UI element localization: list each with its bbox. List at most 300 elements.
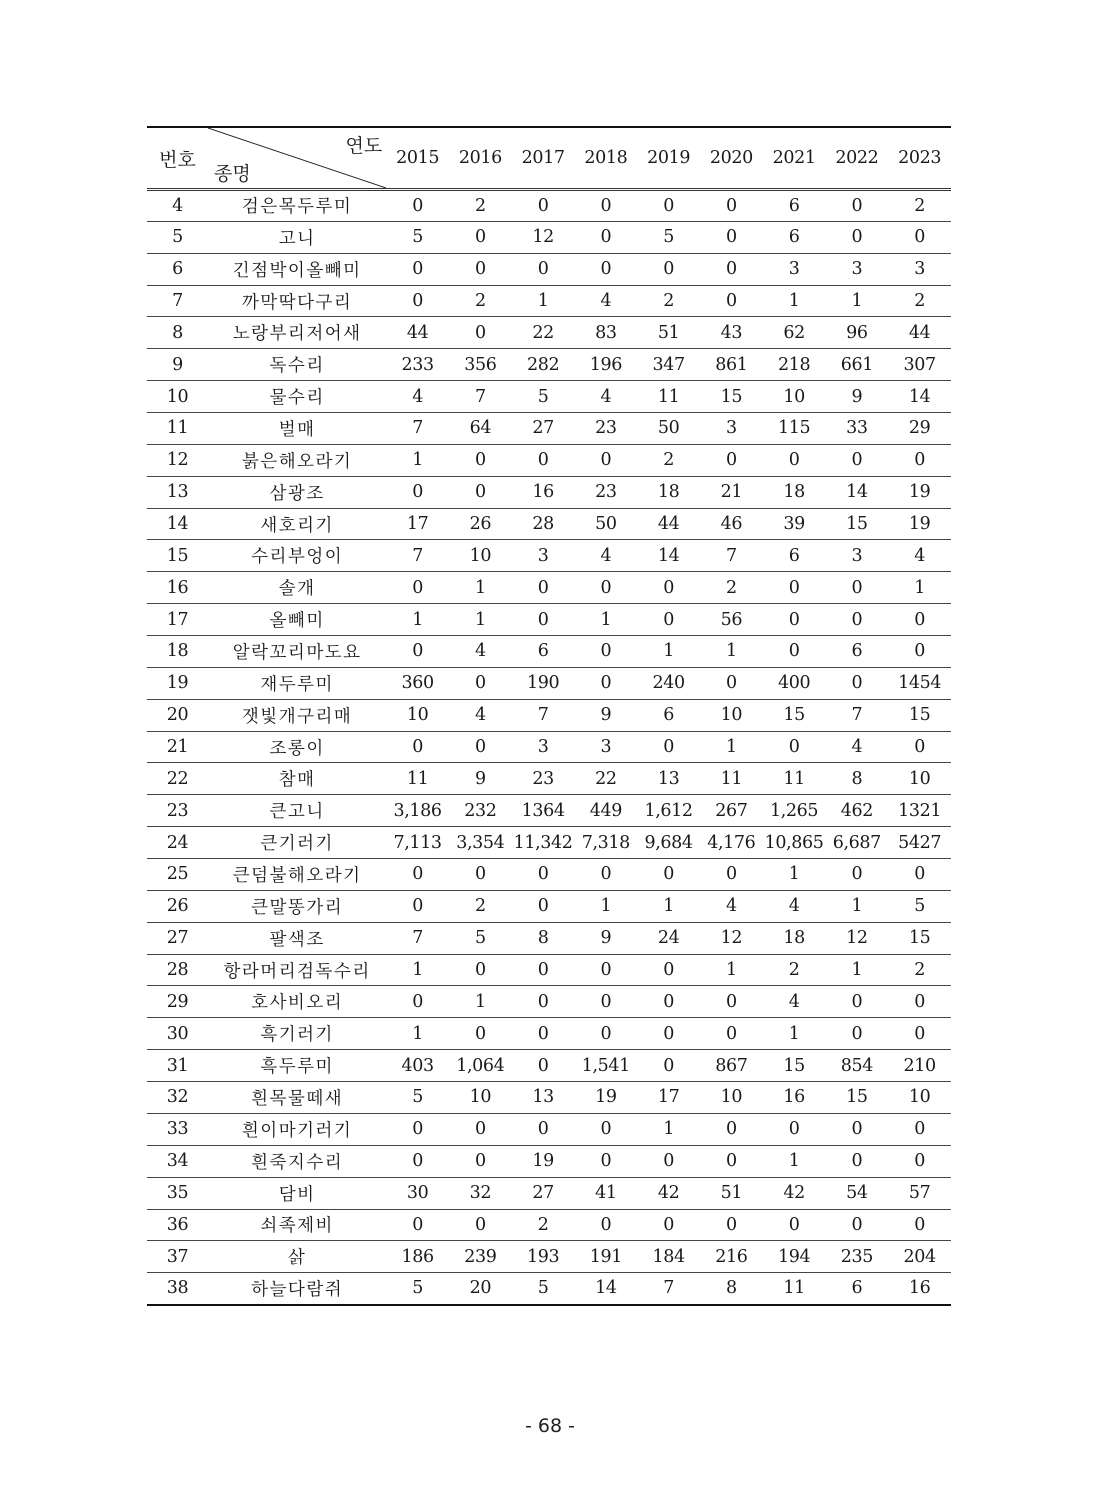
count-cell: 0 — [825, 221, 888, 253]
count-cell: 1 — [763, 285, 826, 317]
count-cell: 193 — [512, 1241, 575, 1273]
count-cell: 218 — [763, 349, 826, 381]
count-cell: 7 — [512, 699, 575, 731]
table-row — [147, 827, 951, 859]
count-cell: 0 — [763, 636, 826, 668]
count-cell: 3 — [888, 253, 951, 285]
count-cell: 5 — [386, 1082, 449, 1114]
header-year: 2016 — [449, 127, 512, 190]
count-cell: 191 — [574, 1241, 637, 1273]
count-cell: 10 — [700, 699, 763, 731]
count-cell: 19 — [512, 1145, 575, 1177]
count-cell: 0 — [700, 1145, 763, 1177]
table-row — [147, 859, 951, 891]
count-cell: 210 — [888, 1050, 951, 1082]
count-cell: 0 — [512, 253, 575, 285]
count-cell: 0 — [449, 954, 512, 986]
count-cell: 0 — [574, 1145, 637, 1177]
count-cell: 83 — [574, 317, 637, 349]
count-cell: 0 — [574, 1113, 637, 1145]
species-name: 재두루미 — [208, 667, 386, 699]
count-cell: 5 — [888, 890, 951, 922]
row-number: 33 — [147, 1113, 208, 1145]
count-cell: 0 — [763, 1209, 826, 1241]
row-number: 17 — [147, 604, 208, 636]
count-cell: 0 — [449, 731, 512, 763]
count-cell: 62 — [763, 317, 826, 349]
count-cell: 1454 — [888, 667, 951, 699]
count-cell: 18 — [763, 922, 826, 954]
count-cell: 10 — [449, 540, 512, 572]
table-body — [147, 190, 951, 1305]
table-row — [147, 476, 951, 508]
count-cell: 1 — [386, 954, 449, 986]
count-cell: 11 — [700, 763, 763, 795]
count-cell: 4 — [574, 381, 637, 413]
count-cell: 449 — [574, 795, 637, 827]
count-cell: 6 — [637, 699, 700, 731]
count-cell: 360 — [386, 667, 449, 699]
count-cell: 0 — [449, 1113, 512, 1145]
count-cell: 0 — [637, 954, 700, 986]
species-name: 하늘다람쥐 — [208, 1273, 386, 1305]
species-name: 담비 — [208, 1177, 386, 1209]
count-cell: 6 — [825, 636, 888, 668]
header-year: 2017 — [512, 127, 575, 190]
count-cell: 0 — [763, 572, 826, 604]
species-name: 호사비오리 — [208, 986, 386, 1018]
count-cell: 3 — [763, 253, 826, 285]
count-cell: 15 — [763, 699, 826, 731]
count-cell: 0 — [637, 731, 700, 763]
count-cell: 6 — [512, 636, 575, 668]
count-cell: 0 — [574, 636, 637, 668]
count-cell: 10 — [700, 1082, 763, 1114]
count-cell: 17 — [637, 1082, 700, 1114]
table-row — [147, 636, 951, 668]
count-cell: 1 — [449, 572, 512, 604]
count-cell: 0 — [888, 1018, 951, 1050]
row-number: 12 — [147, 444, 208, 476]
count-cell: 0 — [637, 253, 700, 285]
count-cell: 0 — [449, 444, 512, 476]
species-name: 흰목물떼새 — [208, 1082, 386, 1114]
table-row — [147, 604, 951, 636]
count-cell: 10 — [888, 1082, 951, 1114]
page-number: - 68 - — [525, 1415, 575, 1437]
count-cell: 4 — [574, 285, 637, 317]
table-header-row — [147, 127, 951, 190]
count-cell: 13 — [512, 1082, 575, 1114]
count-cell: 1,064 — [449, 1050, 512, 1082]
count-cell: 9 — [574, 922, 637, 954]
count-cell: 15 — [763, 1050, 826, 1082]
row-number: 21 — [147, 731, 208, 763]
header-year: 2021 — [763, 127, 826, 190]
species-name: 조롱이 — [208, 731, 386, 763]
header-year: 2020 — [700, 127, 763, 190]
count-cell: 50 — [574, 508, 637, 540]
count-cell: 0 — [449, 859, 512, 891]
species-name: 팔색조 — [208, 922, 386, 954]
row-number: 32 — [147, 1082, 208, 1114]
row-number: 4 — [147, 190, 208, 222]
count-cell: 0 — [700, 285, 763, 317]
species-name: 큰기러기 — [208, 827, 386, 859]
count-cell: 1 — [888, 572, 951, 604]
table-row — [147, 890, 951, 922]
count-cell: 23 — [574, 476, 637, 508]
header-year: 2022 — [825, 127, 888, 190]
row-number: 23 — [147, 795, 208, 827]
count-cell: 5 — [637, 221, 700, 253]
header-year: 2018 — [574, 127, 637, 190]
count-cell: 2 — [888, 954, 951, 986]
species-name: 잿빛개구리매 — [208, 699, 386, 731]
count-cell: 3 — [825, 253, 888, 285]
count-cell: 12 — [512, 221, 575, 253]
count-cell: 7 — [449, 381, 512, 413]
count-cell: 11 — [386, 763, 449, 795]
count-cell: 0 — [449, 221, 512, 253]
table-row — [147, 954, 951, 986]
count-cell: 0 — [888, 1209, 951, 1241]
species-name: 수리부엉이 — [208, 540, 386, 572]
table-row — [147, 540, 951, 572]
count-cell: 15 — [888, 922, 951, 954]
count-cell: 0 — [512, 190, 575, 222]
count-cell: 0 — [888, 859, 951, 891]
count-cell: 0 — [888, 221, 951, 253]
count-cell: 0 — [449, 1018, 512, 1050]
count-cell: 867 — [700, 1050, 763, 1082]
count-cell: 0 — [386, 636, 449, 668]
count-cell: 2 — [637, 285, 700, 317]
count-cell: 0 — [512, 890, 575, 922]
count-cell: 0 — [449, 317, 512, 349]
count-cell: 356 — [449, 349, 512, 381]
count-cell: 10 — [449, 1082, 512, 1114]
count-cell: 4 — [386, 381, 449, 413]
count-cell: 1 — [763, 859, 826, 891]
table-row — [147, 285, 951, 317]
species-name: 삼광조 — [208, 476, 386, 508]
count-cell: 50 — [637, 413, 700, 445]
count-cell: 186 — [386, 1241, 449, 1273]
row-number: 18 — [147, 636, 208, 668]
count-cell: 1 — [763, 1018, 826, 1050]
count-cell: 6 — [763, 540, 826, 572]
count-cell: 2 — [449, 890, 512, 922]
count-cell: 7 — [700, 540, 763, 572]
table-row — [147, 1145, 951, 1177]
count-cell: 1 — [637, 890, 700, 922]
species-count-table — [147, 126, 951, 1306]
count-cell: 5 — [449, 922, 512, 954]
row-number: 29 — [147, 986, 208, 1018]
species-name: 검은목두루미 — [208, 190, 386, 222]
count-cell: 10 — [888, 763, 951, 795]
count-cell: 1 — [449, 986, 512, 1018]
count-cell: 1 — [574, 890, 637, 922]
count-cell: 10 — [763, 381, 826, 413]
row-number: 35 — [147, 1177, 208, 1209]
count-cell: 233 — [386, 349, 449, 381]
count-cell: 32 — [449, 1177, 512, 1209]
count-cell: 1 — [825, 890, 888, 922]
count-cell: 0 — [512, 1018, 575, 1050]
count-cell: 5 — [512, 1273, 575, 1305]
count-cell: 854 — [825, 1050, 888, 1082]
species-name: 솔개 — [208, 572, 386, 604]
count-cell: 51 — [700, 1177, 763, 1209]
count-cell: 0 — [700, 986, 763, 1018]
count-cell: 1 — [700, 636, 763, 668]
count-cell: 21 — [700, 476, 763, 508]
table-row — [147, 667, 951, 699]
header-year: 2023 — [888, 127, 951, 190]
count-cell: 41 — [574, 1177, 637, 1209]
count-cell: 56 — [700, 604, 763, 636]
count-cell: 0 — [825, 190, 888, 222]
count-cell: 1 — [386, 604, 449, 636]
count-cell: 46 — [700, 508, 763, 540]
count-cell: 5 — [386, 1273, 449, 1305]
row-number: 9 — [147, 349, 208, 381]
count-cell: 0 — [449, 476, 512, 508]
count-cell: 12 — [825, 922, 888, 954]
count-cell: 0 — [574, 190, 637, 222]
row-number: 6 — [147, 253, 208, 285]
count-cell: 39 — [763, 508, 826, 540]
count-cell: 7 — [386, 922, 449, 954]
count-cell: 18 — [637, 476, 700, 508]
species-name: 까막딱다구리 — [208, 285, 386, 317]
count-cell: 0 — [700, 1113, 763, 1145]
count-cell: 7 — [825, 699, 888, 731]
count-cell: 282 — [512, 349, 575, 381]
count-cell: 3,354 — [449, 827, 512, 859]
count-cell: 0 — [763, 731, 826, 763]
table-row — [147, 572, 951, 604]
count-cell: 9 — [825, 381, 888, 413]
row-number: 34 — [147, 1145, 208, 1177]
count-cell: 5 — [386, 221, 449, 253]
count-cell: 0 — [386, 253, 449, 285]
count-cell: 661 — [825, 349, 888, 381]
count-cell: 0 — [700, 253, 763, 285]
species-name: 벌매 — [208, 413, 386, 445]
count-cell: 17 — [386, 508, 449, 540]
count-cell: 96 — [825, 317, 888, 349]
species-name: 항라머리검독수리 — [208, 954, 386, 986]
row-number: 7 — [147, 285, 208, 317]
table-row — [147, 922, 951, 954]
count-cell: 0 — [512, 1050, 575, 1082]
count-cell: 0 — [637, 190, 700, 222]
table-row — [147, 1018, 951, 1050]
species-name: 알락꼬리마도요 — [208, 636, 386, 668]
count-cell: 26 — [449, 508, 512, 540]
count-cell: 14 — [888, 381, 951, 413]
count-cell: 44 — [888, 317, 951, 349]
count-cell: 7,318 — [574, 827, 637, 859]
count-cell: 235 — [825, 1241, 888, 1273]
count-cell: 14 — [637, 540, 700, 572]
header-species-label: 종명 — [214, 163, 251, 185]
count-cell: 43 — [700, 317, 763, 349]
row-number: 15 — [147, 540, 208, 572]
count-cell: 0 — [825, 1209, 888, 1241]
count-cell: 0 — [700, 667, 763, 699]
species-name: 흑기러기 — [208, 1018, 386, 1050]
count-cell: 4 — [700, 890, 763, 922]
count-cell: 0 — [888, 636, 951, 668]
count-cell: 0 — [637, 986, 700, 1018]
table-row — [147, 731, 951, 763]
species-name: 물수리 — [208, 381, 386, 413]
species-name: 올빼미 — [208, 604, 386, 636]
count-cell: 0 — [512, 1113, 575, 1145]
count-cell: 8 — [700, 1273, 763, 1305]
count-cell: 4 — [763, 890, 826, 922]
count-cell: 22 — [574, 763, 637, 795]
species-name: 삵 — [208, 1241, 386, 1273]
count-cell: 0 — [386, 731, 449, 763]
count-cell: 16 — [763, 1082, 826, 1114]
count-cell: 0 — [888, 1145, 951, 1177]
count-cell: 28 — [512, 508, 575, 540]
count-cell: 0 — [637, 1145, 700, 1177]
count-cell: 9 — [449, 763, 512, 795]
count-cell: 11,342 — [512, 827, 575, 859]
count-cell: 1 — [637, 636, 700, 668]
count-cell: 0 — [700, 444, 763, 476]
count-cell: 11 — [763, 1273, 826, 1305]
count-cell: 0 — [449, 667, 512, 699]
count-cell: 462 — [825, 795, 888, 827]
count-cell: 0 — [825, 604, 888, 636]
count-cell: 115 — [763, 413, 826, 445]
count-cell: 0 — [637, 572, 700, 604]
row-number: 13 — [147, 476, 208, 508]
count-cell: 0 — [637, 1209, 700, 1241]
count-cell: 0 — [574, 1209, 637, 1241]
table-row — [147, 1241, 951, 1273]
count-cell: 3 — [825, 540, 888, 572]
species-name: 새호리기 — [208, 508, 386, 540]
count-cell: 2 — [888, 190, 951, 222]
species-name: 쇠족제비 — [208, 1209, 386, 1241]
species-name: 큰덤불해오라기 — [208, 859, 386, 891]
count-cell: 0 — [386, 285, 449, 317]
count-cell: 2 — [637, 444, 700, 476]
row-number: 37 — [147, 1241, 208, 1273]
count-cell: 0 — [574, 1018, 637, 1050]
count-cell: 1321 — [888, 795, 951, 827]
count-cell: 0 — [825, 1145, 888, 1177]
table-row — [147, 795, 951, 827]
count-cell: 0 — [386, 190, 449, 222]
header-diagonal-cell — [208, 127, 386, 190]
count-cell: 9,684 — [637, 827, 700, 859]
count-cell: 1,541 — [574, 1050, 637, 1082]
count-cell: 0 — [386, 476, 449, 508]
count-cell: 2 — [888, 285, 951, 317]
count-cell: 216 — [700, 1241, 763, 1273]
count-cell: 0 — [512, 954, 575, 986]
count-cell: 10 — [386, 699, 449, 731]
count-cell: 8 — [512, 922, 575, 954]
count-cell: 0 — [888, 604, 951, 636]
count-cell: 57 — [888, 1177, 951, 1209]
count-cell: 42 — [763, 1177, 826, 1209]
count-cell: 0 — [637, 1018, 700, 1050]
count-cell: 7,113 — [386, 827, 449, 859]
count-cell: 0 — [449, 1209, 512, 1241]
species-name: 흰이마기러기 — [208, 1113, 386, 1145]
count-cell: 1 — [386, 1018, 449, 1050]
count-cell: 24 — [637, 922, 700, 954]
count-cell: 6,687 — [825, 827, 888, 859]
count-cell: 3 — [512, 731, 575, 763]
count-cell: 4 — [763, 986, 826, 1018]
count-cell: 232 — [449, 795, 512, 827]
count-cell: 4 — [825, 731, 888, 763]
count-cell: 2 — [763, 954, 826, 986]
count-cell: 0 — [763, 604, 826, 636]
row-number: 24 — [147, 827, 208, 859]
count-cell: 0 — [386, 1113, 449, 1145]
count-cell: 0 — [888, 1113, 951, 1145]
count-cell: 0 — [449, 1145, 512, 1177]
table-row — [147, 221, 951, 253]
count-cell: 8 — [825, 763, 888, 795]
count-cell: 27 — [512, 413, 575, 445]
count-cell: 0 — [386, 890, 449, 922]
count-cell: 19 — [574, 1082, 637, 1114]
table-row — [147, 1273, 951, 1305]
count-cell: 0 — [512, 572, 575, 604]
count-cell: 347 — [637, 349, 700, 381]
count-cell: 29 — [888, 413, 951, 445]
row-number: 16 — [147, 572, 208, 604]
species-name: 참매 — [208, 763, 386, 795]
count-cell: 0 — [700, 1018, 763, 1050]
count-cell: 1 — [449, 604, 512, 636]
count-cell: 0 — [449, 253, 512, 285]
table-row — [147, 699, 951, 731]
count-cell: 194 — [763, 1241, 826, 1273]
table-row — [147, 508, 951, 540]
count-cell: 0 — [386, 1145, 449, 1177]
count-cell: 19 — [888, 508, 951, 540]
species-name: 큰말똥가리 — [208, 890, 386, 922]
row-number: 14 — [147, 508, 208, 540]
species-name: 긴점박이올빼미 — [208, 253, 386, 285]
count-cell: 9 — [574, 699, 637, 731]
count-cell: 2 — [700, 572, 763, 604]
count-cell: 0 — [512, 604, 575, 636]
count-cell: 3 — [700, 413, 763, 445]
count-cell: 42 — [637, 1177, 700, 1209]
count-cell: 3 — [512, 540, 575, 572]
count-cell: 0 — [386, 1209, 449, 1241]
count-cell: 19 — [888, 476, 951, 508]
count-cell: 0 — [825, 1018, 888, 1050]
species-name: 독수리 — [208, 349, 386, 381]
count-cell: 0 — [574, 221, 637, 253]
